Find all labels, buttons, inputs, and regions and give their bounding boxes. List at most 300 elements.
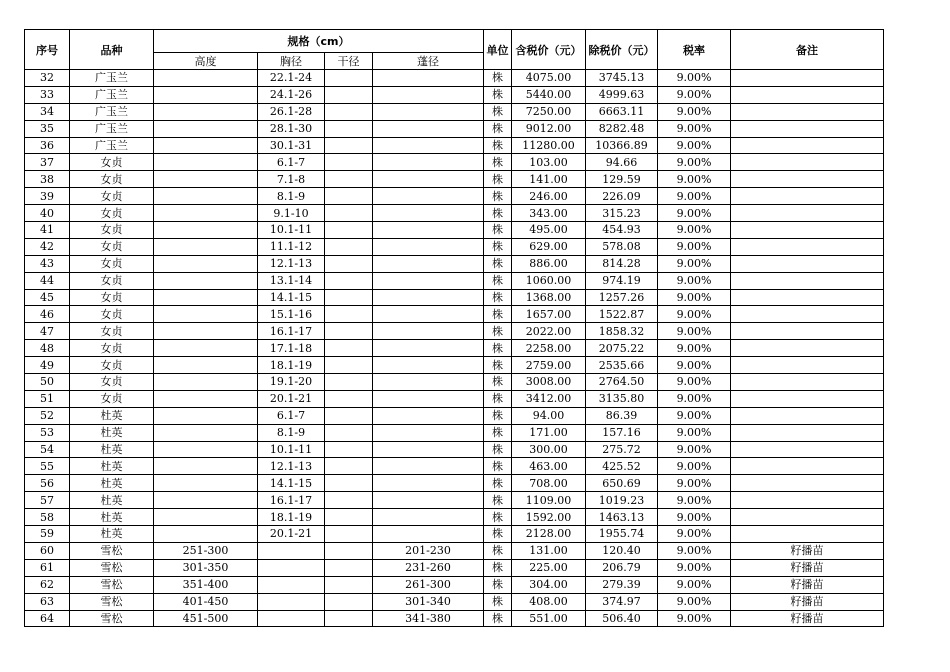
cell-height[interactable] xyxy=(154,475,258,492)
cell-chest-diameter[interactable] xyxy=(258,610,325,627)
cell-price-excl-tax[interactable]: 425.52 xyxy=(586,458,658,475)
cell-price-excl-tax[interactable]: 814.28 xyxy=(586,255,658,272)
cell-crown-diameter[interactable] xyxy=(373,120,484,137)
cell-seq[interactable]: 55 xyxy=(25,458,70,475)
cell-crown-diameter[interactable]: 201-230 xyxy=(373,542,484,559)
cell-variety[interactable]: 女贞 xyxy=(70,374,154,391)
cell-price-incl-tax[interactable]: 2128.00 xyxy=(512,526,586,543)
cell-variety[interactable]: 雪松 xyxy=(70,542,154,559)
cell-crown-diameter[interactable] xyxy=(373,289,484,306)
cell-height[interactable] xyxy=(154,424,258,441)
cell-unit[interactable]: 株 xyxy=(484,475,512,492)
cell-height[interactable] xyxy=(154,188,258,205)
cell-remarks[interactable] xyxy=(731,154,884,171)
cell-chest-diameter[interactable]: 12.1-13 xyxy=(258,255,325,272)
cell-seq[interactable]: 59 xyxy=(25,526,70,543)
cell-price-excl-tax[interactable]: 1955.74 xyxy=(586,526,658,543)
cell-chest-diameter[interactable]: 19.1-20 xyxy=(258,374,325,391)
cell-seq[interactable]: 51 xyxy=(25,390,70,407)
cell-seq[interactable]: 60 xyxy=(25,542,70,559)
cell-variety[interactable]: 杜英 xyxy=(70,509,154,526)
cell-remarks[interactable] xyxy=(731,424,884,441)
cell-crown-diameter[interactable] xyxy=(373,509,484,526)
cell-tax-rate[interactable]: 9.00% xyxy=(658,103,731,120)
cell-price-incl-tax[interactable]: 9012.00 xyxy=(512,120,586,137)
cell-price-excl-tax[interactable]: 1858.32 xyxy=(586,323,658,340)
cell-variety[interactable]: 雪松 xyxy=(70,576,154,593)
cell-crown-diameter[interactable] xyxy=(373,374,484,391)
cell-seq[interactable]: 58 xyxy=(25,509,70,526)
cell-tax-rate[interactable]: 9.00% xyxy=(658,542,731,559)
header-tax-rate[interactable]: 税率 xyxy=(658,30,731,70)
cell-trunk-diameter[interactable] xyxy=(325,458,373,475)
cell-unit[interactable]: 株 xyxy=(484,238,512,255)
cell-remarks[interactable] xyxy=(731,70,884,87)
cell-variety[interactable]: 杜英 xyxy=(70,458,154,475)
cell-unit[interactable]: 株 xyxy=(484,120,512,137)
cell-price-excl-tax[interactable]: 129.59 xyxy=(586,171,658,188)
cell-price-incl-tax[interactable]: 1657.00 xyxy=(512,306,586,323)
cell-crown-diameter[interactable] xyxy=(373,171,484,188)
cell-crown-diameter[interactable]: 231-260 xyxy=(373,559,484,576)
cell-unit[interactable]: 株 xyxy=(484,340,512,357)
cell-chest-diameter[interactable]: 18.1-19 xyxy=(258,357,325,374)
cell-height[interactable] xyxy=(154,492,258,509)
cell-price-incl-tax[interactable]: 3412.00 xyxy=(512,390,586,407)
cell-seq[interactable]: 49 xyxy=(25,357,70,374)
cell-unit[interactable]: 株 xyxy=(484,171,512,188)
cell-height[interactable] xyxy=(154,390,258,407)
cell-price-incl-tax[interactable]: 11280.00 xyxy=(512,137,586,154)
cell-price-incl-tax[interactable]: 1109.00 xyxy=(512,492,586,509)
cell-trunk-diameter[interactable] xyxy=(325,610,373,627)
cell-remarks[interactable] xyxy=(731,289,884,306)
cell-price-incl-tax[interactable]: 495.00 xyxy=(512,222,586,239)
cell-seq[interactable]: 48 xyxy=(25,340,70,357)
cell-remarks[interactable] xyxy=(731,390,884,407)
cell-tax-rate[interactable]: 9.00% xyxy=(658,171,731,188)
cell-crown-diameter[interactable] xyxy=(373,458,484,475)
cell-trunk-diameter[interactable] xyxy=(325,509,373,526)
cell-variety[interactable]: 女贞 xyxy=(70,306,154,323)
cell-unit[interactable]: 株 xyxy=(484,542,512,559)
cell-crown-diameter[interactable] xyxy=(373,154,484,171)
cell-tax-rate[interactable]: 9.00% xyxy=(658,120,731,137)
cell-chest-diameter[interactable]: 20.1-21 xyxy=(258,390,325,407)
cell-price-excl-tax[interactable]: 578.08 xyxy=(586,238,658,255)
header-remarks[interactable]: 备注 xyxy=(731,30,884,70)
cell-chest-diameter[interactable]: 16.1-17 xyxy=(258,323,325,340)
cell-tax-rate[interactable]: 9.00% xyxy=(658,424,731,441)
cell-price-excl-tax[interactable]: 974.19 xyxy=(586,272,658,289)
cell-height[interactable] xyxy=(154,222,258,239)
cell-price-excl-tax[interactable]: 2535.66 xyxy=(586,357,658,374)
cell-tax-rate[interactable]: 9.00% xyxy=(658,70,731,87)
cell-crown-diameter[interactable] xyxy=(373,70,484,87)
cell-chest-diameter[interactable]: 24.1-26 xyxy=(258,86,325,103)
cell-crown-diameter[interactable] xyxy=(373,475,484,492)
cell-price-excl-tax[interactable]: 1463.13 xyxy=(586,509,658,526)
cell-price-excl-tax[interactable]: 8282.48 xyxy=(586,120,658,137)
cell-price-excl-tax[interactable]: 650.69 xyxy=(586,475,658,492)
cell-tax-rate[interactable]: 9.00% xyxy=(658,222,731,239)
cell-remarks[interactable] xyxy=(731,137,884,154)
cell-trunk-diameter[interactable] xyxy=(325,492,373,509)
cell-trunk-diameter[interactable] xyxy=(325,340,373,357)
cell-remarks[interactable] xyxy=(731,492,884,509)
cell-chest-diameter[interactable]: 13.1-14 xyxy=(258,272,325,289)
cell-seq[interactable]: 44 xyxy=(25,272,70,289)
cell-chest-diameter[interactable]: 26.1-28 xyxy=(258,103,325,120)
cell-seq[interactable]: 52 xyxy=(25,407,70,424)
cell-tax-rate[interactable]: 9.00% xyxy=(658,154,731,171)
cell-trunk-diameter[interactable] xyxy=(325,306,373,323)
cell-trunk-diameter[interactable] xyxy=(325,120,373,137)
cell-variety[interactable]: 女贞 xyxy=(70,222,154,239)
cell-seq[interactable]: 45 xyxy=(25,289,70,306)
cell-variety[interactable]: 女贞 xyxy=(70,323,154,340)
cell-price-incl-tax[interactable]: 343.00 xyxy=(512,205,586,222)
cell-height[interactable] xyxy=(154,509,258,526)
cell-remarks[interactable]: 籽播苗 xyxy=(731,576,884,593)
cell-tax-rate[interactable]: 9.00% xyxy=(658,238,731,255)
cell-price-excl-tax[interactable]: 2764.50 xyxy=(586,374,658,391)
cell-price-excl-tax[interactable]: 120.40 xyxy=(586,542,658,559)
cell-crown-diameter[interactable] xyxy=(373,492,484,509)
cell-unit[interactable]: 株 xyxy=(484,610,512,627)
cell-trunk-diameter[interactable] xyxy=(325,154,373,171)
cell-variety[interactable]: 广玉兰 xyxy=(70,103,154,120)
cell-crown-diameter[interactable]: 341-380 xyxy=(373,610,484,627)
cell-height[interactable] xyxy=(154,205,258,222)
cell-remarks[interactable] xyxy=(731,340,884,357)
cell-unit[interactable]: 株 xyxy=(484,137,512,154)
cell-crown-diameter[interactable] xyxy=(373,424,484,441)
cell-price-incl-tax[interactable]: 708.00 xyxy=(512,475,586,492)
cell-seq[interactable]: 47 xyxy=(25,323,70,340)
cell-unit[interactable]: 株 xyxy=(484,390,512,407)
cell-crown-diameter[interactable] xyxy=(373,238,484,255)
cell-height[interactable] xyxy=(154,289,258,306)
cell-price-incl-tax[interactable]: 551.00 xyxy=(512,610,586,627)
cell-crown-diameter[interactable] xyxy=(373,86,484,103)
cell-unit[interactable]: 株 xyxy=(484,357,512,374)
cell-seq[interactable]: 64 xyxy=(25,610,70,627)
cell-height[interactable] xyxy=(154,272,258,289)
cell-trunk-diameter[interactable] xyxy=(325,171,373,188)
cell-tax-rate[interactable]: 9.00% xyxy=(658,390,731,407)
cell-trunk-diameter[interactable] xyxy=(325,542,373,559)
cell-crown-diameter[interactable] xyxy=(373,407,484,424)
cell-variety[interactable]: 女贞 xyxy=(70,188,154,205)
cell-crown-diameter[interactable] xyxy=(373,306,484,323)
cell-height[interactable] xyxy=(154,103,258,120)
cell-remarks[interactable] xyxy=(731,120,884,137)
cell-unit[interactable]: 株 xyxy=(484,593,512,610)
cell-variety[interactable]: 广玉兰 xyxy=(70,120,154,137)
cell-crown-diameter[interactable] xyxy=(373,222,484,239)
header-price-excl-tax[interactable]: 除税价（元） xyxy=(586,30,658,70)
cell-seq[interactable]: 37 xyxy=(25,154,70,171)
cell-variety[interactable]: 雪松 xyxy=(70,610,154,627)
cell-chest-diameter[interactable]: 6.1-7 xyxy=(258,407,325,424)
cell-remarks[interactable] xyxy=(731,188,884,205)
cell-variety[interactable]: 女贞 xyxy=(70,255,154,272)
cell-trunk-diameter[interactable] xyxy=(325,357,373,374)
cell-price-excl-tax[interactable]: 226.09 xyxy=(586,188,658,205)
cell-variety[interactable]: 杜英 xyxy=(70,492,154,509)
cell-chest-diameter[interactable]: 8.1-9 xyxy=(258,188,325,205)
header-trunk-diameter[interactable]: 干径 xyxy=(325,53,373,70)
cell-price-excl-tax[interactable]: 374.97 xyxy=(586,593,658,610)
cell-remarks[interactable] xyxy=(731,407,884,424)
header-crown-diameter[interactable]: 蓬径 xyxy=(373,53,484,70)
cell-unit[interactable]: 株 xyxy=(484,374,512,391)
cell-variety[interactable]: 广玉兰 xyxy=(70,70,154,87)
cell-tax-rate[interactable]: 9.00% xyxy=(658,492,731,509)
cell-height[interactable] xyxy=(154,407,258,424)
header-price-incl-tax[interactable]: 含税价（元） xyxy=(512,30,586,70)
cell-price-excl-tax[interactable]: 94.66 xyxy=(586,154,658,171)
cell-unit[interactable]: 株 xyxy=(484,441,512,458)
cell-height[interactable] xyxy=(154,137,258,154)
cell-tax-rate[interactable]: 9.00% xyxy=(658,559,731,576)
cell-trunk-diameter[interactable] xyxy=(325,86,373,103)
cell-chest-diameter[interactable]: 8.1-9 xyxy=(258,424,325,441)
cell-price-incl-tax[interactable]: 1592.00 xyxy=(512,509,586,526)
header-seq[interactable]: 序号 xyxy=(25,30,70,70)
cell-remarks[interactable] xyxy=(731,323,884,340)
cell-price-excl-tax[interactable]: 1522.87 xyxy=(586,306,658,323)
cell-unit[interactable]: 株 xyxy=(484,222,512,239)
cell-price-incl-tax[interactable]: 3008.00 xyxy=(512,374,586,391)
cell-price-incl-tax[interactable]: 2759.00 xyxy=(512,357,586,374)
cell-price-incl-tax[interactable]: 103.00 xyxy=(512,154,586,171)
cell-trunk-diameter[interactable] xyxy=(325,593,373,610)
cell-remarks[interactable]: 籽播苗 xyxy=(731,542,884,559)
cell-seq[interactable]: 56 xyxy=(25,475,70,492)
cell-tax-rate[interactable]: 9.00% xyxy=(658,509,731,526)
cell-tax-rate[interactable]: 9.00% xyxy=(658,255,731,272)
cell-crown-diameter[interactable] xyxy=(373,526,484,543)
cell-remarks[interactable] xyxy=(731,222,884,239)
cell-chest-diameter[interactable]: 9.1-10 xyxy=(258,205,325,222)
cell-unit[interactable]: 株 xyxy=(484,188,512,205)
cell-chest-diameter[interactable] xyxy=(258,576,325,593)
cell-height[interactable]: 401-450 xyxy=(154,593,258,610)
cell-trunk-diameter[interactable] xyxy=(325,441,373,458)
cell-trunk-diameter[interactable] xyxy=(325,323,373,340)
cell-chest-diameter[interactable]: 16.1-17 xyxy=(258,492,325,509)
cell-unit[interactable]: 株 xyxy=(484,205,512,222)
cell-price-excl-tax[interactable]: 1019.23 xyxy=(586,492,658,509)
cell-price-excl-tax[interactable]: 454.93 xyxy=(586,222,658,239)
cell-height[interactable] xyxy=(154,323,258,340)
cell-variety[interactable]: 女贞 xyxy=(70,171,154,188)
cell-height[interactable] xyxy=(154,441,258,458)
cell-chest-diameter[interactable]: 15.1-16 xyxy=(258,306,325,323)
cell-tax-rate[interactable]: 9.00% xyxy=(658,593,731,610)
cell-crown-diameter[interactable] xyxy=(373,188,484,205)
cell-price-incl-tax[interactable]: 300.00 xyxy=(512,441,586,458)
header-chest-diameter[interactable]: 胸径 xyxy=(258,53,325,70)
cell-price-incl-tax[interactable]: 5440.00 xyxy=(512,86,586,103)
cell-unit[interactable]: 株 xyxy=(484,70,512,87)
cell-price-incl-tax[interactable]: 4075.00 xyxy=(512,70,586,87)
cell-trunk-diameter[interactable] xyxy=(325,407,373,424)
cell-remarks[interactable] xyxy=(731,86,884,103)
cell-price-incl-tax[interactable]: 171.00 xyxy=(512,424,586,441)
cell-remarks[interactable]: 籽播苗 xyxy=(731,610,884,627)
cell-seq[interactable]: 34 xyxy=(25,103,70,120)
cell-price-incl-tax[interactable]: 629.00 xyxy=(512,238,586,255)
cell-chest-diameter[interactable] xyxy=(258,559,325,576)
cell-price-excl-tax[interactable]: 3135.80 xyxy=(586,390,658,407)
cell-variety[interactable]: 女贞 xyxy=(70,289,154,306)
cell-price-excl-tax[interactable]: 279.39 xyxy=(586,576,658,593)
cell-seq[interactable]: 42 xyxy=(25,238,70,255)
cell-tax-rate[interactable]: 9.00% xyxy=(658,272,731,289)
cell-height[interactable]: 251-300 xyxy=(154,542,258,559)
cell-variety[interactable]: 女贞 xyxy=(70,154,154,171)
cell-chest-diameter[interactable]: 11.1-12 xyxy=(258,238,325,255)
cell-price-incl-tax[interactable]: 304.00 xyxy=(512,576,586,593)
cell-tax-rate[interactable]: 9.00% xyxy=(658,306,731,323)
cell-remarks[interactable] xyxy=(731,509,884,526)
cell-seq[interactable]: 36 xyxy=(25,137,70,154)
cell-unit[interactable]: 株 xyxy=(484,492,512,509)
cell-remarks[interactable] xyxy=(731,272,884,289)
cell-height[interactable]: 301-350 xyxy=(154,559,258,576)
cell-chest-diameter[interactable]: 12.1-13 xyxy=(258,458,325,475)
cell-remarks[interactable] xyxy=(731,103,884,120)
cell-variety[interactable]: 广玉兰 xyxy=(70,86,154,103)
cell-remarks[interactable] xyxy=(731,458,884,475)
cell-variety[interactable]: 女贞 xyxy=(70,272,154,289)
cell-trunk-diameter[interactable] xyxy=(325,255,373,272)
cell-height[interactable] xyxy=(154,374,258,391)
cell-tax-rate[interactable]: 9.00% xyxy=(658,289,731,306)
cell-height[interactable] xyxy=(154,255,258,272)
cell-crown-diameter[interactable] xyxy=(373,272,484,289)
cell-unit[interactable]: 株 xyxy=(484,255,512,272)
cell-price-incl-tax[interactable]: 886.00 xyxy=(512,255,586,272)
cell-height[interactable] xyxy=(154,70,258,87)
cell-seq[interactable]: 33 xyxy=(25,86,70,103)
cell-height[interactable] xyxy=(154,171,258,188)
cell-tax-rate[interactable]: 9.00% xyxy=(658,610,731,627)
cell-price-excl-tax[interactable]: 3745.13 xyxy=(586,70,658,87)
cell-tax-rate[interactable]: 9.00% xyxy=(658,407,731,424)
cell-remarks[interactable] xyxy=(731,238,884,255)
cell-tax-rate[interactable]: 9.00% xyxy=(658,205,731,222)
cell-unit[interactable]: 株 xyxy=(484,407,512,424)
cell-price-excl-tax[interactable]: 86.39 xyxy=(586,407,658,424)
cell-price-incl-tax[interactable]: 1368.00 xyxy=(512,289,586,306)
cell-price-incl-tax[interactable]: 7250.00 xyxy=(512,103,586,120)
cell-chest-diameter[interactable]: 22.1-24 xyxy=(258,70,325,87)
cell-trunk-diameter[interactable] xyxy=(325,222,373,239)
cell-price-excl-tax[interactable]: 275.72 xyxy=(586,441,658,458)
cell-tax-rate[interactable]: 9.00% xyxy=(658,188,731,205)
cell-height[interactable] xyxy=(154,306,258,323)
cell-chest-diameter[interactable] xyxy=(258,542,325,559)
cell-unit[interactable]: 株 xyxy=(484,154,512,171)
cell-crown-diameter[interactable] xyxy=(373,390,484,407)
cell-tax-rate[interactable]: 9.00% xyxy=(658,526,731,543)
cell-tax-rate[interactable]: 9.00% xyxy=(658,323,731,340)
cell-remarks[interactable] xyxy=(731,255,884,272)
cell-chest-diameter[interactable]: 30.1-31 xyxy=(258,137,325,154)
cell-remarks[interactable] xyxy=(731,374,884,391)
cell-trunk-diameter[interactable] xyxy=(325,137,373,154)
cell-trunk-diameter[interactable] xyxy=(325,576,373,593)
cell-trunk-diameter[interactable] xyxy=(325,390,373,407)
cell-price-incl-tax[interactable]: 2022.00 xyxy=(512,323,586,340)
cell-variety[interactable]: 女贞 xyxy=(70,357,154,374)
cell-trunk-diameter[interactable] xyxy=(325,205,373,222)
cell-price-excl-tax[interactable]: 10366.89 xyxy=(586,137,658,154)
cell-chest-diameter[interactable]: 17.1-18 xyxy=(258,340,325,357)
cell-height[interactable] xyxy=(154,154,258,171)
cell-variety[interactable]: 雪松 xyxy=(70,559,154,576)
cell-trunk-diameter[interactable] xyxy=(325,289,373,306)
cell-unit[interactable]: 株 xyxy=(484,86,512,103)
cell-seq[interactable]: 38 xyxy=(25,171,70,188)
cell-variety[interactable]: 雪松 xyxy=(70,593,154,610)
cell-tax-rate[interactable]: 9.00% xyxy=(658,357,731,374)
cell-seq[interactable]: 62 xyxy=(25,576,70,593)
cell-unit[interactable]: 株 xyxy=(484,272,512,289)
cell-unit[interactable]: 株 xyxy=(484,323,512,340)
cell-crown-diameter[interactable] xyxy=(373,441,484,458)
cell-tax-rate[interactable]: 9.00% xyxy=(658,576,731,593)
cell-unit[interactable]: 株 xyxy=(484,559,512,576)
cell-price-excl-tax[interactable]: 206.79 xyxy=(586,559,658,576)
cell-chest-diameter[interactable]: 18.1-19 xyxy=(258,509,325,526)
header-unit[interactable]: 单位 xyxy=(484,30,512,70)
cell-price-incl-tax[interactable]: 408.00 xyxy=(512,593,586,610)
cell-height[interactable]: 451-500 xyxy=(154,610,258,627)
cell-trunk-diameter[interactable] xyxy=(325,103,373,120)
cell-price-incl-tax[interactable]: 463.00 xyxy=(512,458,586,475)
cell-crown-diameter[interactable]: 301-340 xyxy=(373,593,484,610)
cell-price-incl-tax[interactable]: 94.00 xyxy=(512,407,586,424)
cell-tax-rate[interactable]: 9.00% xyxy=(658,441,731,458)
cell-price-incl-tax[interactable]: 246.00 xyxy=(512,188,586,205)
cell-chest-diameter[interactable]: 14.1-15 xyxy=(258,289,325,306)
cell-unit[interactable]: 株 xyxy=(484,509,512,526)
cell-price-excl-tax[interactable]: 157.16 xyxy=(586,424,658,441)
cell-trunk-diameter[interactable] xyxy=(325,188,373,205)
cell-seq[interactable]: 61 xyxy=(25,559,70,576)
cell-seq[interactable]: 50 xyxy=(25,374,70,391)
cell-unit[interactable]: 株 xyxy=(484,424,512,441)
cell-price-incl-tax[interactable]: 2258.00 xyxy=(512,340,586,357)
cell-crown-diameter[interactable] xyxy=(373,137,484,154)
cell-remarks[interactable] xyxy=(731,441,884,458)
cell-crown-diameter[interactable] xyxy=(373,323,484,340)
cell-price-excl-tax[interactable]: 6663.11 xyxy=(586,103,658,120)
cell-variety[interactable]: 杜英 xyxy=(70,441,154,458)
cell-height[interactable] xyxy=(154,357,258,374)
cell-price-incl-tax[interactable]: 225.00 xyxy=(512,559,586,576)
cell-remarks[interactable] xyxy=(731,357,884,374)
cell-height[interactable] xyxy=(154,340,258,357)
cell-seq[interactable]: 57 xyxy=(25,492,70,509)
header-variety[interactable]: 品种 xyxy=(70,30,154,70)
cell-price-excl-tax[interactable]: 315.23 xyxy=(586,205,658,222)
